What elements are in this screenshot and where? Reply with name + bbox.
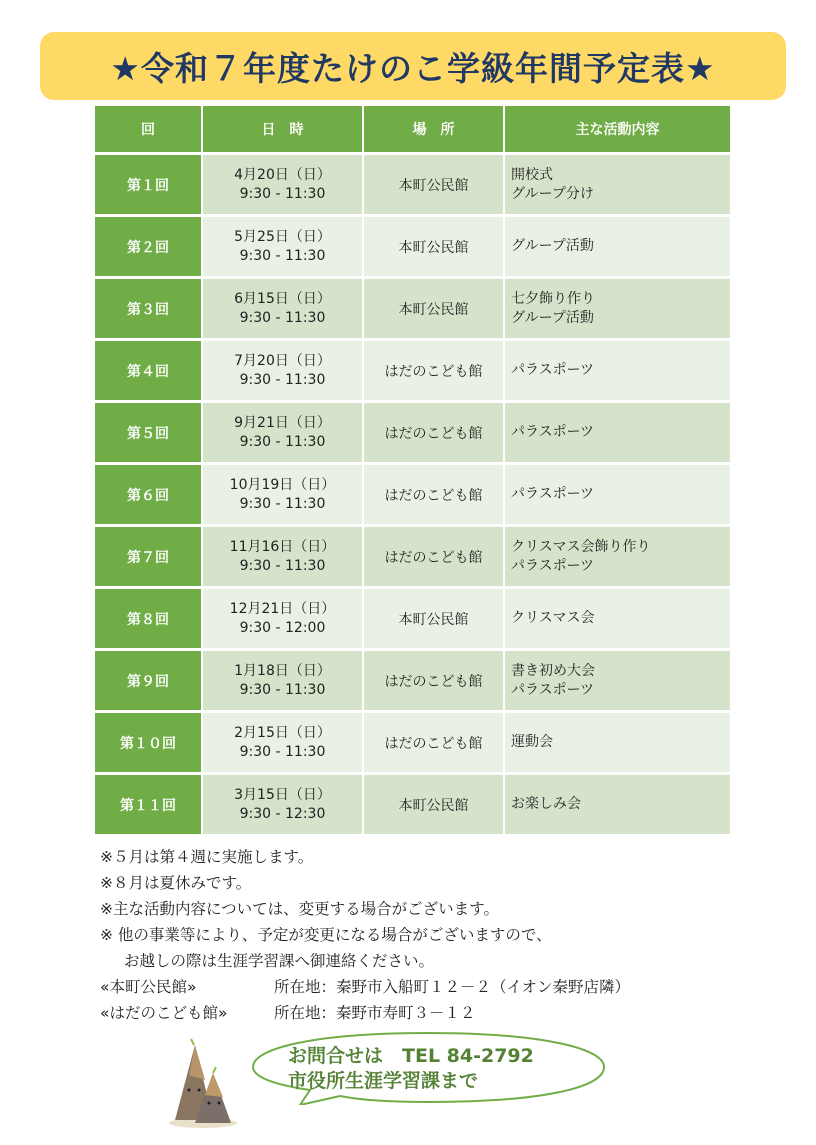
session-datetime: [203, 775, 364, 837]
bamboo-shoot-mascot-icon: [165, 1035, 240, 1130]
session-activity: [505, 217, 732, 279]
table-row: [95, 217, 732, 279]
schedule-table: [95, 106, 732, 837]
session-time: 9:30 - 12:30: [239, 805, 326, 822]
note: お越しの際は生涯学習課へ御連絡ください。: [124, 952, 435, 970]
activity-line: パラスポーツ: [511, 486, 595, 502]
session-datetime: [203, 217, 364, 279]
header-place: 場 所: [364, 106, 505, 155]
activity-line: 書き初め大会: [511, 662, 595, 679]
session-datetime: [203, 527, 364, 589]
address-text: 所在地：秦野市寿町３－１２: [274, 1004, 476, 1022]
session-place: はだのこども館: [364, 341, 505, 403]
session-place: 本町公民館: [364, 589, 505, 651]
session-time: 9:30 - 11:30: [239, 681, 326, 698]
session-datetime: [203, 155, 364, 217]
address-honcho: [100, 974, 630, 1000]
session-date: 3月15日（日）: [234, 786, 331, 803]
session-number: 第１０回: [95, 713, 203, 775]
session-time: 9:30 - 11:30: [239, 247, 326, 264]
table-row: [95, 775, 732, 837]
session-activity: [505, 651, 732, 713]
session-number: 第１回: [95, 155, 203, 217]
header-activity: 主な活動内容: [505, 106, 732, 155]
session-date: 6月15日（日）: [234, 290, 331, 307]
notes: [100, 844, 630, 1026]
session-datetime: [203, 651, 364, 713]
session-number: 第２回: [95, 217, 203, 279]
table-row: [95, 403, 732, 465]
activity-line: グループ分け: [511, 185, 594, 202]
header-datetime: 日 時: [203, 106, 364, 155]
session-time: 9:30 - 11:30: [239, 557, 326, 574]
session-datetime: [203, 713, 364, 775]
contact-department: 市役所生涯学習課まで: [288, 1070, 479, 1092]
page-title: ★令和７年度たけのこ学級年間予定表★: [40, 32, 786, 100]
session-activity: [505, 341, 732, 403]
session-date: 12月21日（日）: [229, 600, 336, 617]
session-place: はだのこども館: [364, 465, 505, 527]
note: ※８月は夏休みです。: [100, 874, 252, 892]
session-place: 本町公民館: [364, 155, 505, 217]
session-activity: [505, 589, 732, 651]
session-number: 第６回: [95, 465, 203, 527]
table-row: [95, 341, 732, 403]
activity-line: パラスポーツ: [511, 362, 595, 378]
address-text: 所在地：秦野市入船町１２－２（イオン秦野店隣）: [274, 978, 631, 996]
session-datetime: [203, 465, 364, 527]
note: ※主な活動内容については、変更する場合がございます。: [100, 900, 499, 918]
table-row: [95, 713, 732, 775]
contact-info: [288, 1044, 534, 1094]
activity-line: お楽しみ会: [511, 796, 581, 812]
note: ※ 他の事業等により、予定が変更になる場合がございますので、: [100, 926, 552, 944]
session-number: 第３回: [95, 279, 203, 341]
session-time: 9:30 - 11:30: [239, 371, 326, 388]
address-name: «はだのこども館»: [100, 1004, 228, 1022]
activity-line: パラスポーツ: [511, 681, 595, 698]
activity-line: 運動会: [511, 734, 553, 750]
session-activity: [505, 527, 732, 589]
session-datetime: [203, 589, 364, 651]
session-time: 9:30 - 11:30: [239, 495, 326, 512]
session-number: 第９回: [95, 651, 203, 713]
address-kodomokan: [100, 1000, 630, 1026]
note: ※５月は第４週に実施します。: [100, 848, 314, 866]
activity-line: 開校式: [511, 166, 553, 183]
session-activity: [505, 465, 732, 527]
session-time: 9:30 - 11:30: [239, 309, 326, 326]
activity-line: グループ活動: [511, 309, 594, 326]
session-number: 第５回: [95, 403, 203, 465]
activity-line: クリスマス会飾り作り: [511, 538, 651, 555]
session-number: 第８回: [95, 589, 203, 651]
session-activity: [505, 713, 732, 775]
table-row: [95, 589, 732, 651]
session-place: はだのこども館: [364, 527, 505, 589]
contact-phone: お問合せは TEL 84-2792: [288, 1045, 534, 1067]
session-date: 4月20日（日）: [234, 166, 331, 183]
activity-line: グループ活動: [511, 238, 594, 254]
table-header-row: [95, 106, 732, 155]
session-date: 10月19日（日）: [229, 476, 336, 493]
header-number: 回: [95, 106, 203, 155]
session-number: 第１１回: [95, 775, 203, 837]
session-activity: [505, 775, 732, 837]
session-date: 2月15日（日）: [234, 724, 331, 741]
table-row: [95, 279, 732, 341]
session-place: 本町公民館: [364, 775, 505, 837]
session-activity: [505, 403, 732, 465]
session-time: 9:30 - 11:30: [239, 185, 326, 202]
session-activity: [505, 279, 732, 341]
table-row: [95, 527, 732, 589]
table-row: [95, 651, 732, 713]
session-place: はだのこども館: [364, 651, 505, 713]
session-date: 11月16日（日）: [229, 538, 336, 555]
activity-line: クリスマス会: [511, 610, 595, 626]
session-time: 9:30 - 12:00: [239, 619, 326, 636]
table-row: [95, 465, 732, 527]
session-place: 本町公民館: [364, 279, 505, 341]
session-time: 9:30 - 11:30: [239, 433, 326, 450]
activity-line: パラスポーツ: [511, 424, 595, 440]
activity-line: 七夕飾り作り: [511, 290, 595, 307]
address-name: «本町公民館»: [100, 978, 197, 996]
session-place: 本町公民館: [364, 217, 505, 279]
session-place: はだのこども館: [364, 403, 505, 465]
session-date: 1月18日（日）: [234, 662, 331, 679]
session-date: 5月25日（日）: [234, 228, 331, 245]
table-row: [95, 155, 732, 217]
session-number: 第７回: [95, 527, 203, 589]
session-activity: [505, 155, 732, 217]
session-datetime: [203, 279, 364, 341]
session-time: 9:30 - 11:30: [239, 743, 326, 760]
session-date: 9月21日（日）: [234, 414, 331, 431]
session-place: はだのこども館: [364, 713, 505, 775]
session-date: 7月20日（日）: [234, 352, 331, 369]
session-number: 第４回: [95, 341, 203, 403]
session-datetime: [203, 341, 364, 403]
session-datetime: [203, 403, 364, 465]
activity-line: パラスポーツ: [511, 557, 595, 574]
